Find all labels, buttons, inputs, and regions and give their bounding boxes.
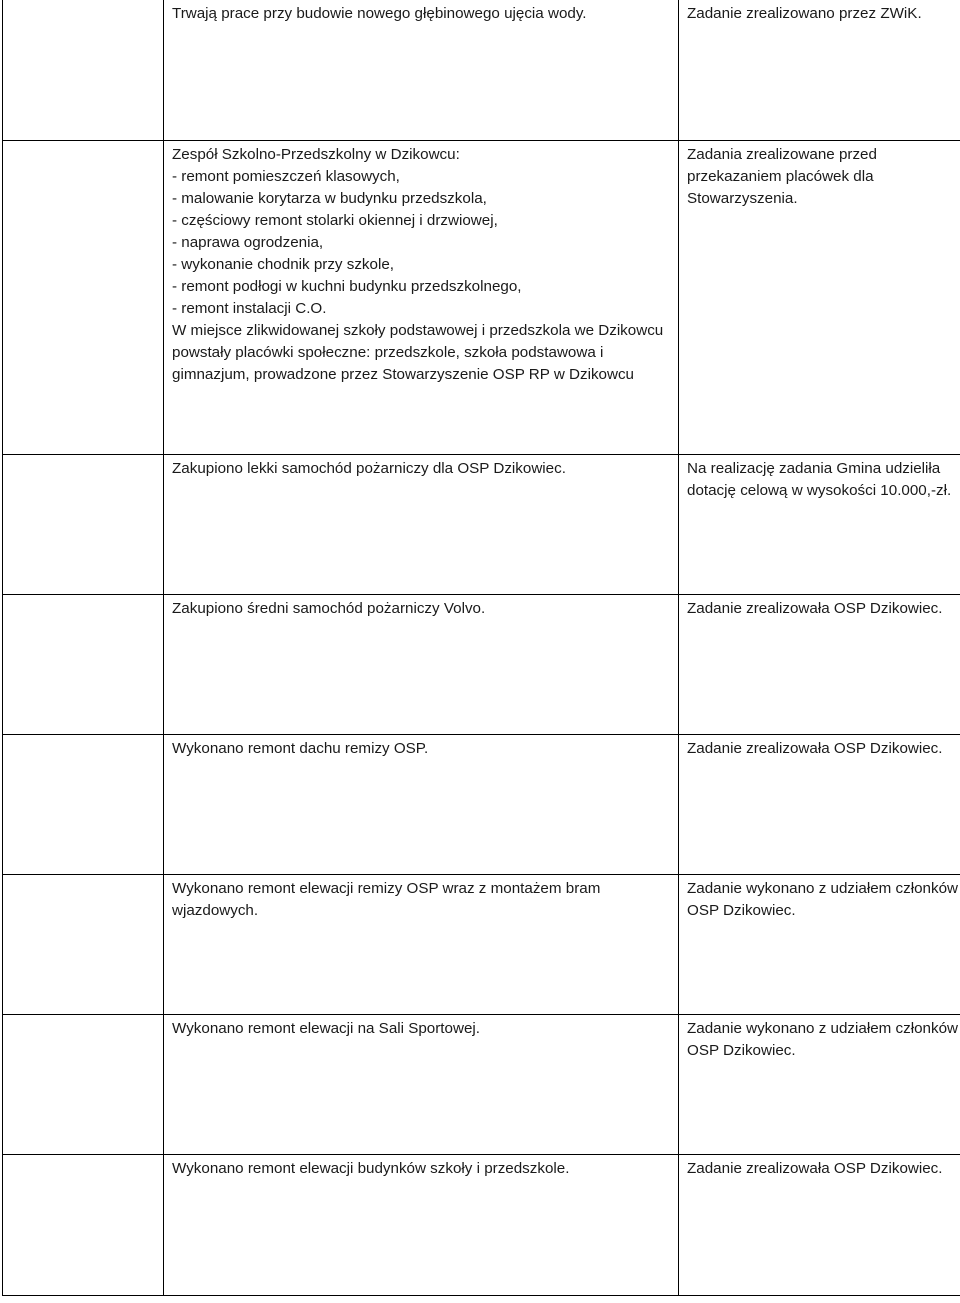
table-row — [3, 1015, 960, 1155]
empty-cell — [3, 595, 164, 735]
table-row — [3, 735, 960, 875]
task-description-cell — [164, 0, 679, 141]
table-row — [3, 875, 960, 1015]
task-status-cell — [679, 735, 960, 875]
investment-table — [2, 0, 960, 1296]
school-task-item: - wykonanie chodnik przy szkole, — [172, 256, 395, 273]
table-row — [3, 1155, 960, 1296]
task-description: Wykonano remont elewacji budynków szkoły i przedszkole. — [172, 1160, 570, 1177]
task-status: Zadanie wykonano z udziałem członków OSP Dzikowiec. — [687, 1020, 958, 1059]
empty-cell — [3, 455, 164, 595]
school-heading: Zespół Szkolno-Przedszkolny w Dzikowcu: — [172, 146, 460, 163]
task-description-cell — [164, 1155, 679, 1296]
task-status: Zadanie zrealizowano przez ZWiK. — [687, 5, 922, 22]
task-status-cell — [679, 141, 960, 455]
table-row — [3, 0, 960, 141]
empty-cell — [3, 141, 164, 455]
school-task-item: - malowanie korytarza w budynku przedszkola, — [172, 190, 487, 207]
task-description: Zakupiono średni samochód pożarniczy Volvo. — [172, 600, 486, 617]
task-description: Wykonano remont elewacji na Sali Sportowej. — [172, 1020, 480, 1037]
task-description-cell — [164, 141, 679, 455]
school-task-item: - remont podłogi w kuchni budynku przedszkolnego, — [172, 278, 522, 295]
school-task-item: - naprawa ogrodzenia, — [172, 234, 324, 251]
task-status: Zadanie zrealizowała OSP Dzikowiec. — [687, 600, 943, 617]
task-description-cell — [164, 455, 679, 595]
task-status-cell — [679, 1015, 960, 1155]
school-note: W miejsce zlikwidowanej szkoły podstawowej i przedszkola we Dzikowcu powstały placówki społeczne: przedszkole, szkoła podstawowa i gimnazjum, prowadzone przez Stowarzyszenie OSP RP w Dzikowcu — [172, 322, 664, 383]
empty-cell — [3, 1015, 164, 1155]
empty-cell — [3, 875, 164, 1015]
task-description-cell — [164, 1015, 679, 1155]
task-status-cell — [679, 455, 960, 595]
table-row — [3, 141, 960, 455]
task-description: Zakupiono lekki samochód pożarniczy dla OSP Dzikowiec. — [172, 460, 566, 477]
school-task-item: - remont instalacji C.O. — [172, 300, 327, 317]
task-status-cell — [679, 875, 960, 1015]
task-status: Na realizację zadania Gmina udzieliła dotację celową w wysokości 10.000,-zł. — [687, 460, 952, 499]
task-description: Trwają prace przy budowie nowego głębinowego ujęcia wody. — [172, 5, 587, 22]
task-status-cell — [679, 1155, 960, 1296]
task-status-cell — [679, 0, 960, 141]
empty-cell — [3, 0, 164, 141]
empty-cell — [3, 1155, 164, 1296]
school-task-item: - remont pomieszczeń klasowych, — [172, 168, 400, 185]
task-description-cell — [164, 595, 679, 735]
task-description: Wykonano remont elewacji remizy OSP wraz z montażem bram wjazdowych. — [172, 880, 601, 919]
school-task-item: - częściowy remont stolarki okiennej i drzwiowej, — [172, 212, 498, 229]
task-status: Zadanie zrealizowała OSP Dzikowiec. — [687, 1160, 943, 1177]
empty-cell — [3, 735, 164, 875]
table-row — [3, 455, 960, 595]
task-status: Zadania zrealizowane przed przekazaniem placówek dla Stowarzyszenia. — [687, 146, 877, 207]
table-row — [3, 595, 960, 735]
task-description-cell — [164, 875, 679, 1015]
task-description: Wykonano remont dachu remizy OSP. — [172, 740, 429, 757]
task-description-cell — [164, 735, 679, 875]
task-status-cell — [679, 595, 960, 735]
task-status: Zadanie zrealizowała OSP Dzikowiec. — [687, 740, 943, 757]
task-status: Zadanie wykonano z udziałem członków OSP Dzikowiec. — [687, 880, 958, 919]
